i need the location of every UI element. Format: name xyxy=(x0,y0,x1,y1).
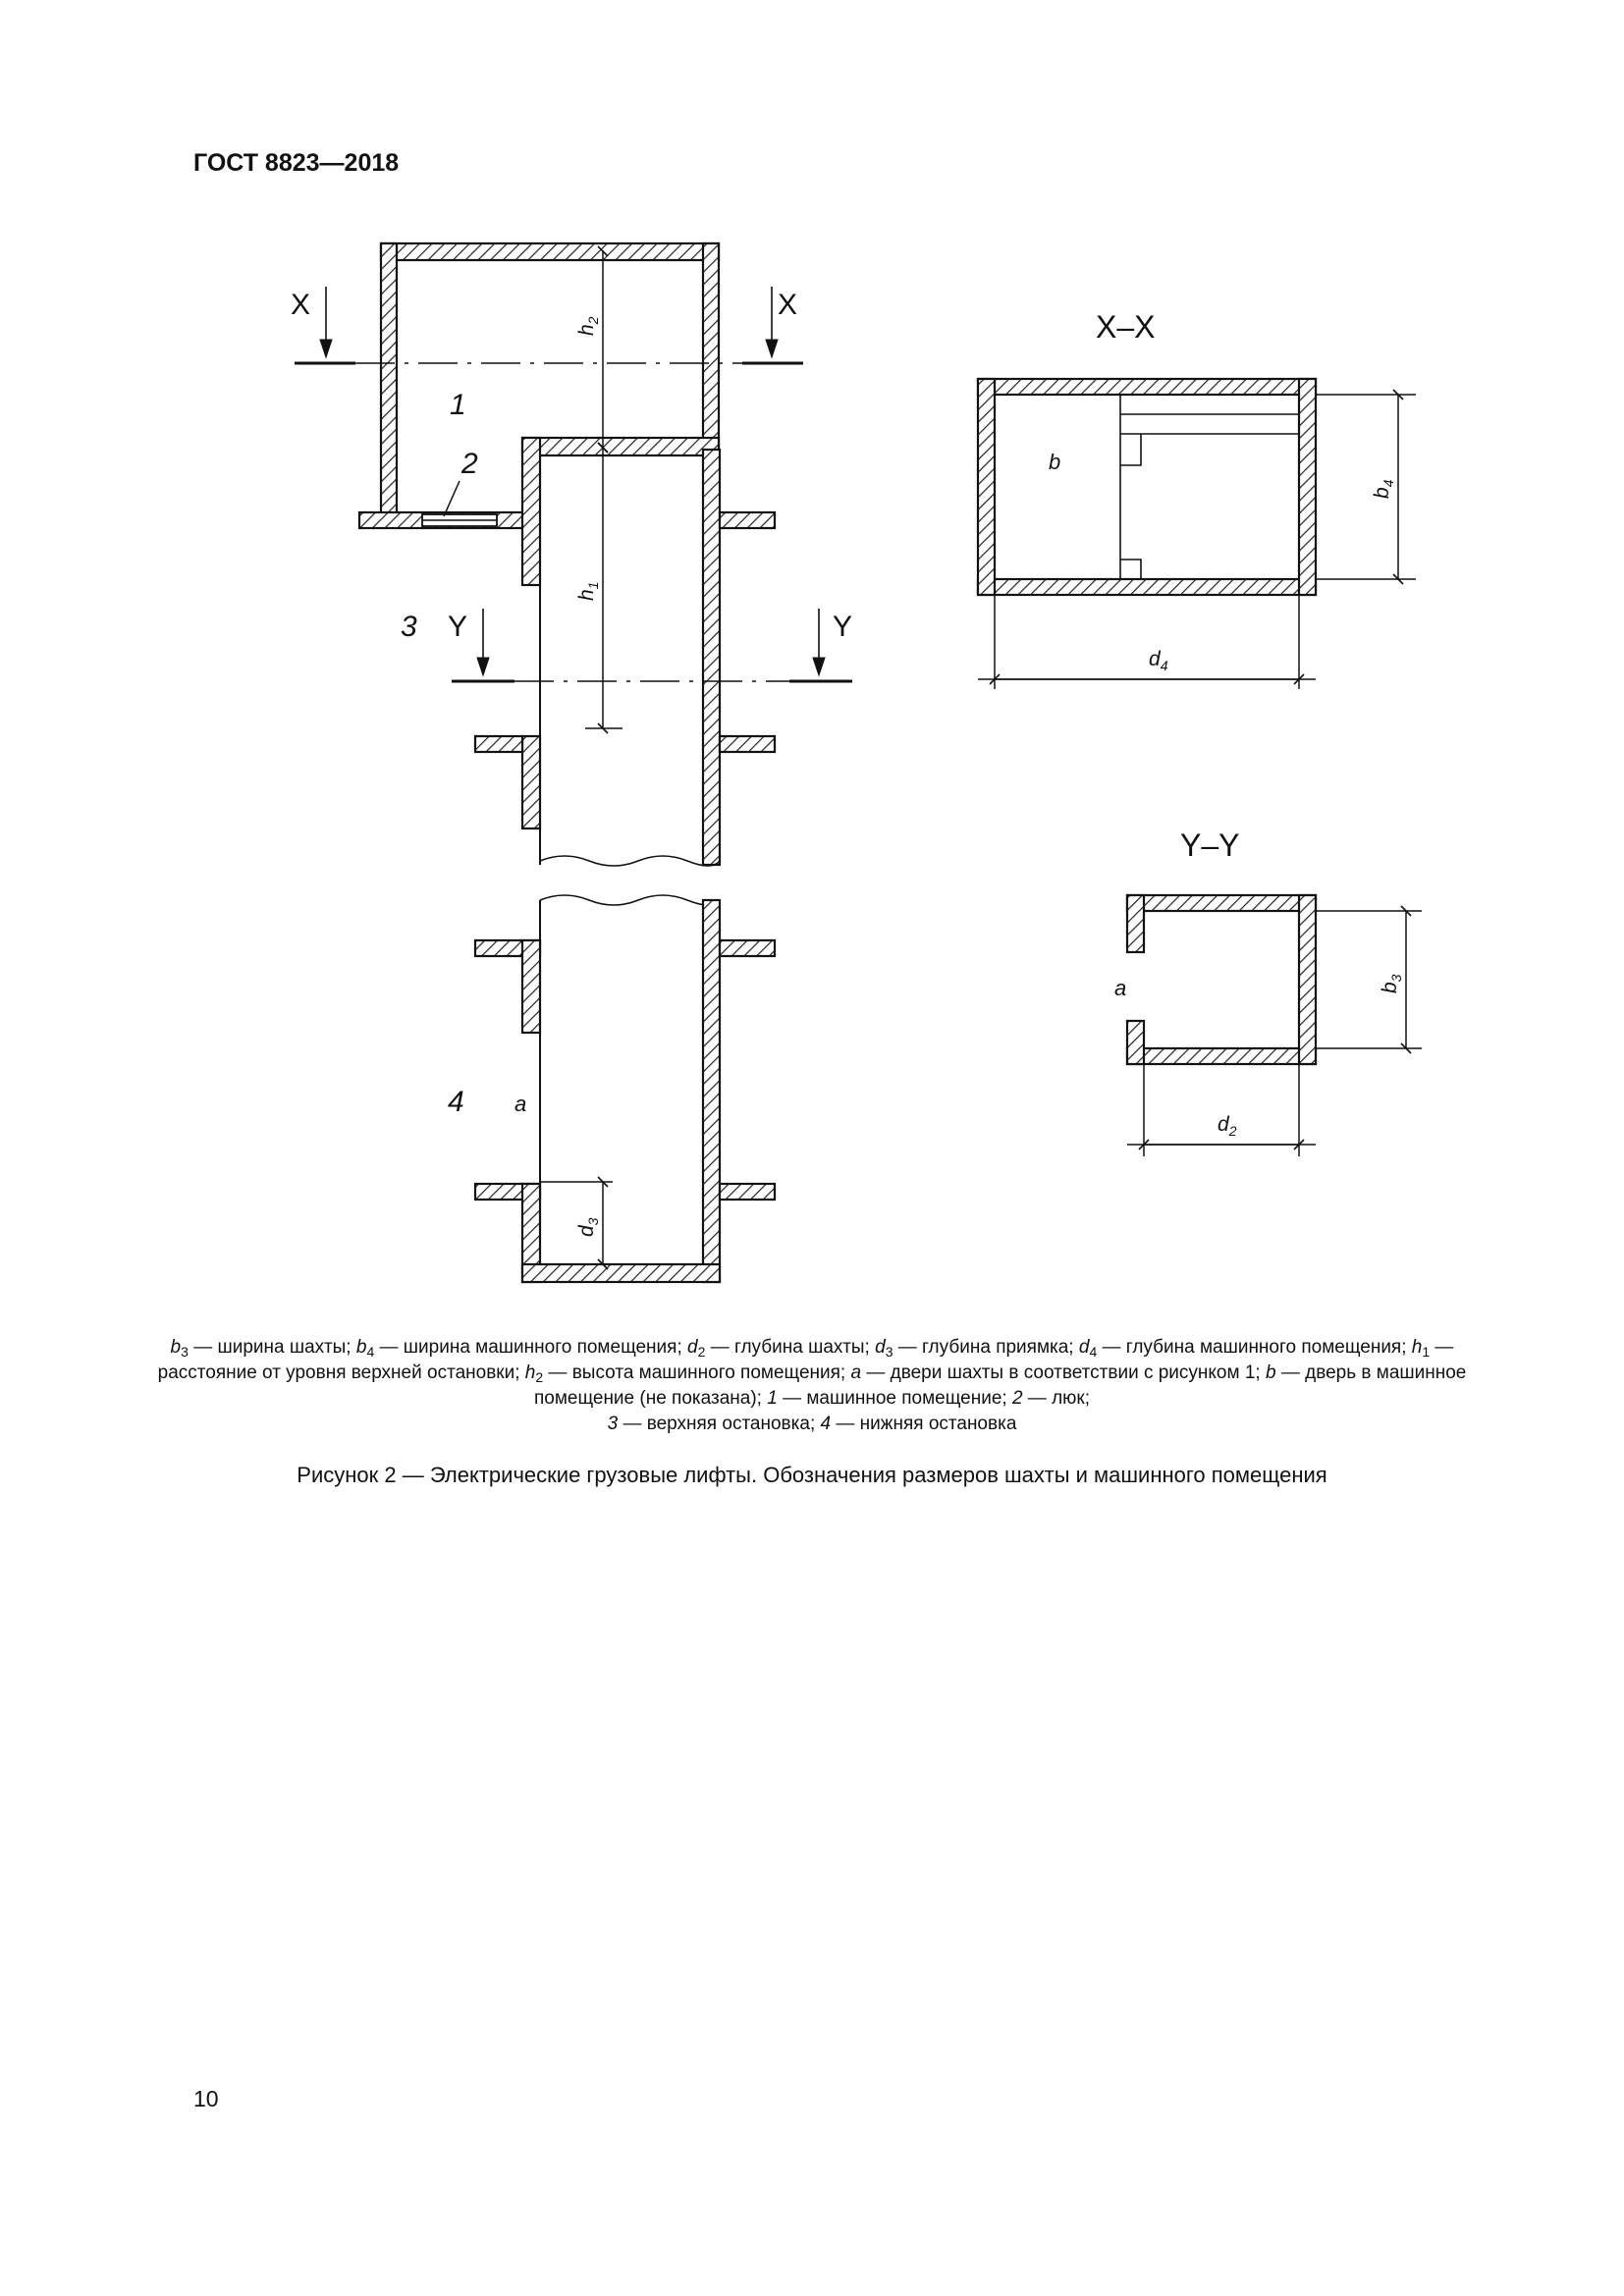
callout-4: 4 xyxy=(448,1086,464,1118)
cut-mark-y-left: Y xyxy=(448,611,468,643)
section-xx-plan xyxy=(978,379,1316,595)
callout-2: 2 xyxy=(461,448,478,480)
label-a-section: a xyxy=(1114,976,1127,1000)
page-number: 10 xyxy=(193,2086,219,2111)
callout-1: 1 xyxy=(450,389,466,421)
dimension-d4 xyxy=(978,595,1316,689)
section-yy-plan xyxy=(1127,895,1316,1064)
label-d3: $d_3$ xyxy=(575,1217,601,1237)
label-d2: $d_2$ xyxy=(1218,1113,1237,1139)
cut-line-yy xyxy=(452,609,852,681)
break-line-lower xyxy=(540,895,720,905)
callout-3: 3 xyxy=(401,611,417,643)
dimension-b4 xyxy=(1316,395,1416,579)
cut-mark-y-right: Y xyxy=(833,611,853,643)
dimension-b3 xyxy=(1316,911,1422,1048)
label-h1: $h_1$ xyxy=(575,581,601,601)
label-b3: $b_3$ xyxy=(1379,974,1404,993)
dimension-d2 xyxy=(1127,1064,1316,1156)
section-title-xx: X–X xyxy=(1096,309,1156,345)
machine-room-floor xyxy=(522,438,719,585)
break-line-upper xyxy=(540,856,720,866)
figure-legend: $b_3$ — ширина шахты; $b_4$ — ширина машинного помещения; $d_2$ — глубина шахты; $d_3$ — глубина приямка; $d_4$ — глубина машинного помещения; $h_1$ — расстояние от уровня верхней остановки; $h_2$ — высота машинного помещения; a — двери шахты в соответствии с рисунком 1; b — дверь в машинное помещение (не показана); 1 — машинное помещение; 2 — люк; 3 — верхняя остановка; 4 — нижняя остановка xyxy=(157,1337,1467,1434)
label-d4: $d_4$ xyxy=(1149,648,1168,673)
label-b4: $b_4$ xyxy=(1371,479,1396,499)
document-header: ГОСТ 8823—2018 xyxy=(193,149,400,177)
cut-line-xx xyxy=(295,287,803,363)
cut-mark-x-left: X xyxy=(291,289,311,321)
cut-mark-x-right: X xyxy=(778,289,798,321)
label-a-elevation: a xyxy=(514,1092,527,1116)
section-title-yy: Y–Y xyxy=(1180,828,1240,863)
dimension-d3 xyxy=(540,1182,613,1264)
section-xx-interior xyxy=(1120,395,1299,579)
label-b-door: b xyxy=(1049,450,1061,474)
label-h2: $h_2$ xyxy=(575,316,601,336)
figure-caption: Рисунок 2 — Электрические грузовые лифты. Обозначения размеров шахты и машинного помещения xyxy=(297,1463,1327,1487)
elevation-view xyxy=(359,243,775,1282)
